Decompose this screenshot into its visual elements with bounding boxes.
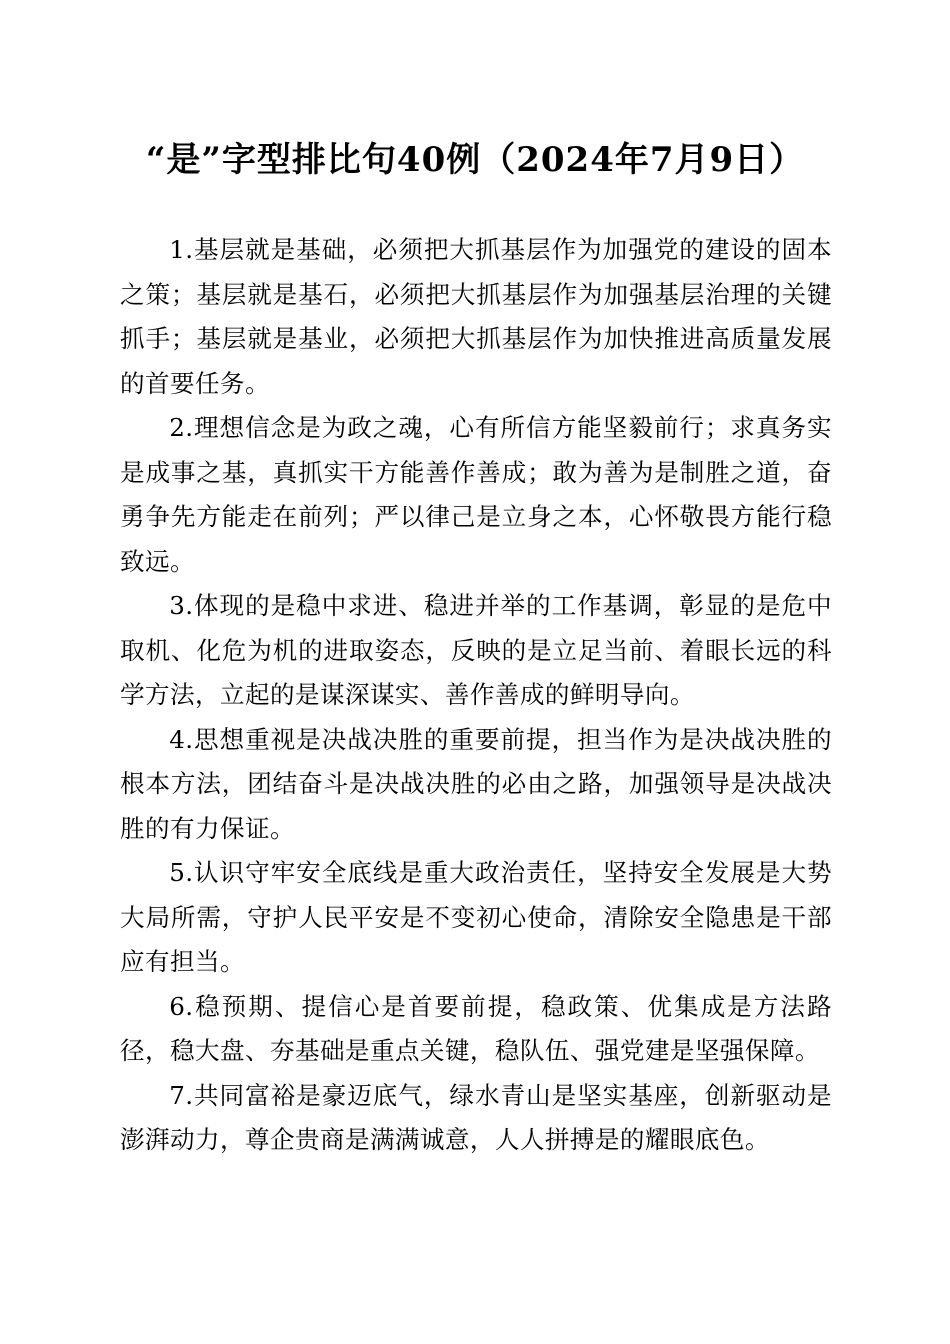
paragraph-7: 7.共同富裕是豪迈底气，绿水青山是坚实基座，创新驱动是澎湃动力，尊企贵商是满满诚意，人人拼搏是的耀眼底色。 (120, 1080, 832, 1154)
paragraph-6: 6.稳预期、提信心是首要前提，稳政策、优集成是方法路径，稳大盘、夯基础是重点关键，稳队伍、强党建是坚强保障。 (120, 991, 832, 1065)
paragraph-2: 2.理想信念是为政之魂，心有所信方能坚毅前行；求真务实是成事之基，真抓实干方能善作善成；敢为善为是制胜之道，奋勇争先方能走在前列；严以律己是立身之本，心怀敬畏方能行稳致远。 (120, 413, 832, 576)
document-title: “是”字型排比句40例（2024年7月9日） (145, 140, 805, 180)
paragraph-4: 4.思想重视是决战决胜的重要前提，担当作为是决战决胜的根本方法，团结奋斗是决战决胜的必由之路，加强领导是决战决胜的有力保证。 (120, 724, 832, 843)
paragraph-5: 5.认识守牢安全底线是重大政治责任，坚持安全发展是大势大局所需，守护人民平安是不变初心使命，清除安全隐患是干部应有担当。 (120, 858, 832, 976)
paragraph-1: 1.基层就是基础，必须把大抓基层作为加强党的建设的固本之策；基层就是基石，必须把大抓基层作为加强基层治理的关键抓手；基层就是基业，必须把大抓基层作为加快推进高质量发展的首要任务。 (120, 235, 832, 398)
document-body (120, 228, 832, 1163)
paragraph-3: 3.体现的是稳中求进、稳进并举的工作基调，彰显的是危中取机、化危为机的进取姿态，反映的是立足当前、着眼长远的科学方法，立起的是谋深谋实、善作善成的鲜明导向。 (120, 591, 832, 709)
